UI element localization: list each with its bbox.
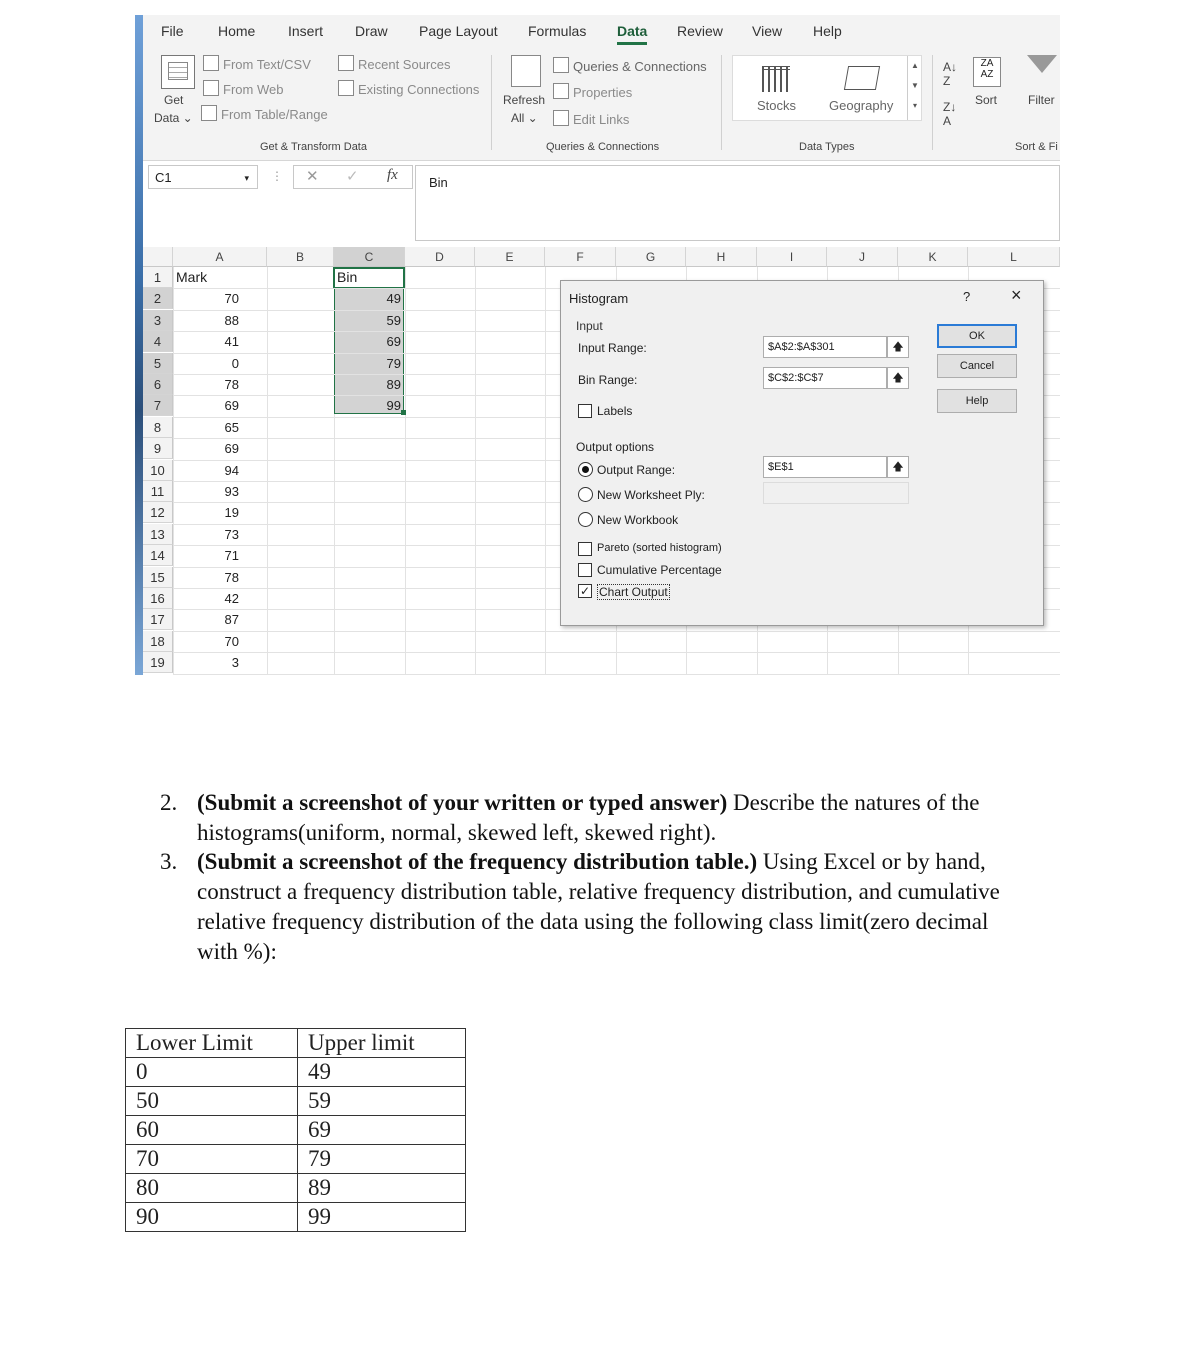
tab-view[interactable]: View bbox=[752, 23, 783, 39]
excel-window bbox=[143, 15, 1060, 675]
cell-a[interactable]: 94 bbox=[224, 462, 239, 478]
help-button[interactable]: Help bbox=[937, 389, 1017, 413]
table-header-row bbox=[126, 1029, 466, 1058]
gallery-scroll[interactable]: ▲ ▼ ▾ bbox=[907, 56, 922, 120]
chart-output-checkbox[interactable]: ✓ bbox=[579, 584, 591, 598]
question-2-bold: (Submit a screenshot of your written or typed answer) bbox=[197, 790, 728, 815]
tab-page-layout[interactable]: Page Layout bbox=[419, 23, 498, 39]
close-icon[interactable]: × bbox=[1011, 285, 1022, 305]
question-2-text bbox=[197, 788, 980, 818]
help-icon[interactable]: ? bbox=[963, 289, 971, 304]
column-header-c[interactable]: C bbox=[334, 247, 405, 267]
cell-a[interactable]: Mark bbox=[176, 269, 208, 285]
cell-c[interactable]: 49 bbox=[386, 291, 401, 307]
cell-c[interactable]: 99 bbox=[386, 398, 401, 414]
tab-home[interactable]: Home bbox=[218, 23, 256, 39]
row-header[interactable]: 4 bbox=[143, 331, 173, 352]
insert-function-icon[interactable]: fx bbox=[387, 167, 398, 183]
bin-range-field[interactable]: $C$2:$C$7 bbox=[763, 367, 887, 389]
column-header-l[interactable]: L bbox=[968, 247, 1060, 267]
column-header-d[interactable]: D bbox=[405, 247, 475, 267]
cell-a[interactable]: 0 bbox=[231, 355, 239, 371]
new-worksheet-radio[interactable] bbox=[578, 487, 593, 502]
tab-draw[interactable]: Draw bbox=[355, 23, 388, 39]
table-icon bbox=[201, 105, 217, 121]
grid-column-line bbox=[545, 267, 546, 675]
row-header[interactable]: 18 bbox=[143, 631, 173, 652]
ribbon bbox=[143, 15, 1060, 161]
lower-limit-cell: 50 bbox=[126, 1087, 298, 1116]
row-header[interactable]: 14 bbox=[143, 545, 173, 566]
tab-file[interactable]: File bbox=[161, 23, 184, 39]
text-file-icon bbox=[203, 55, 219, 71]
cancel-icon[interactable]: ✕ bbox=[306, 168, 319, 185]
cumulative-percentage-checkbox[interactable] bbox=[578, 563, 592, 577]
geography-button[interactable]: Geography bbox=[829, 98, 894, 113]
row-header[interactable]: 12 bbox=[143, 502, 173, 523]
question-3-line4: with %): bbox=[197, 939, 277, 964]
question-2-number: 2. bbox=[160, 790, 178, 815]
tab-insert[interactable]: Insert bbox=[288, 23, 324, 39]
upper-limit-cell: 99 bbox=[298, 1203, 466, 1232]
row-header[interactable]: 5 bbox=[143, 353, 173, 374]
cell-a[interactable]: 71 bbox=[224, 548, 239, 564]
queries-connections-button[interactable]: Queries & Connections bbox=[553, 57, 707, 74]
tab-formulas[interactable]: Formulas bbox=[528, 23, 587, 39]
cell-a[interactable]: 3 bbox=[231, 655, 239, 671]
input-range-field[interactable]: $A$2:$A$301 bbox=[763, 336, 887, 358]
ribbon-separator bbox=[491, 55, 492, 150]
row-header[interactable]: 2 bbox=[143, 288, 173, 309]
get-data-button[interactable]: Get bbox=[164, 93, 184, 107]
get-data-dropdown[interactable]: Data ⌄ bbox=[154, 111, 193, 125]
pareto-label: Pareto (sorted histogram) bbox=[597, 542, 722, 554]
question-2-rest: Describe the natures of the bbox=[727, 790, 980, 815]
cell-c[interactable]: 69 bbox=[386, 334, 401, 350]
row-header[interactable]: 16 bbox=[143, 588, 173, 609]
refresh-all-dropdown[interactable]: All ⌄ bbox=[511, 111, 538, 125]
upper-limit-cell: 79 bbox=[298, 1145, 466, 1174]
refresh-icon bbox=[511, 55, 541, 87]
cancel-button[interactable]: Cancel bbox=[937, 354, 1017, 378]
column-header-j[interactable]: J bbox=[827, 247, 898, 267]
get-data-icon bbox=[161, 55, 195, 89]
cell-a[interactable]: 78 bbox=[224, 377, 239, 392]
row-header[interactable]: 8 bbox=[143, 417, 173, 438]
formula-input[interactable]: Bin bbox=[415, 165, 1060, 241]
row-header[interactable]: 11 bbox=[143, 481, 173, 502]
table-row bbox=[126, 1145, 466, 1174]
sort-icon: ZA AZ bbox=[973, 57, 1001, 87]
new-worksheet-label: New Worksheet Ply: bbox=[597, 488, 705, 502]
lower-limit-cell: 80 bbox=[126, 1174, 298, 1203]
grid-row-line bbox=[173, 652, 1060, 653]
range-picker-icon[interactable]: 🡅 bbox=[887, 367, 909, 389]
input-range-label: Input Range: bbox=[578, 341, 647, 355]
cell-a[interactable]: 70 bbox=[224, 291, 239, 307]
column-header-k[interactable]: K bbox=[898, 247, 968, 267]
row-header[interactable]: 13 bbox=[143, 524, 173, 545]
properties-icon bbox=[553, 83, 569, 99]
tab-data[interactable]: Data bbox=[617, 23, 648, 39]
more-options-icon: ⋮ bbox=[271, 169, 283, 183]
upper-limit-cell: 49 bbox=[298, 1058, 466, 1087]
input-group-label: Input bbox=[576, 319, 603, 333]
lower-limit-cell: 70 bbox=[126, 1145, 298, 1174]
edit-links-button[interactable]: Edit Links bbox=[553, 110, 629, 127]
cell-a[interactable]: 65 bbox=[224, 419, 239, 435]
column-header-i[interactable]: I bbox=[757, 247, 827, 267]
row-header[interactable]: 15 bbox=[143, 567, 173, 588]
column-header-a[interactable]: A bbox=[173, 247, 267, 267]
filter-button[interactable]: Filter bbox=[1028, 93, 1055, 107]
column-header-e[interactable]: E bbox=[475, 247, 545, 267]
name-box[interactable]: C1 ▾ bbox=[148, 165, 258, 189]
grid-column-line bbox=[405, 267, 406, 675]
cell-a[interactable]: 73 bbox=[224, 526, 239, 542]
row-header[interactable]: 19 bbox=[143, 652, 173, 673]
upper-limit-cell: 69 bbox=[298, 1116, 466, 1145]
column-header-b[interactable]: B bbox=[267, 247, 334, 267]
cell-c[interactable]: 89 bbox=[386, 377, 401, 392]
question-3-text bbox=[197, 847, 986, 877]
upper-limit-cell: 89 bbox=[298, 1174, 466, 1203]
cell-a[interactable]: 78 bbox=[224, 569, 239, 585]
cell-c[interactable]: 59 bbox=[386, 312, 401, 328]
column-header-h[interactable]: H bbox=[686, 247, 757, 267]
tab-help[interactable]: Help bbox=[813, 23, 842, 39]
output-group-label: Output options bbox=[576, 440, 655, 454]
group-label-get-transform: Get & Transform Data bbox=[260, 141, 367, 153]
stocks-button[interactable]: Stocks bbox=[757, 98, 797, 113]
labels-checkbox[interactable] bbox=[578, 404, 592, 418]
formula-bar bbox=[143, 161, 1060, 247]
table-row bbox=[126, 1203, 466, 1232]
cell-c[interactable]: 79 bbox=[386, 355, 401, 371]
select-all-corner[interactable] bbox=[143, 247, 173, 267]
new-worksheet-field[interactable] bbox=[763, 482, 909, 504]
sort-ascending-icon[interactable]: A↓ Z bbox=[943, 60, 958, 88]
sort-button[interactable]: Sort bbox=[975, 93, 998, 107]
group-label-sort-filter: Sort & Fi bbox=[1015, 141, 1058, 153]
refresh-all-button[interactable]: Refresh bbox=[503, 93, 546, 107]
tab-review[interactable]: Review bbox=[677, 23, 723, 39]
map-icon bbox=[844, 66, 880, 90]
row-header[interactable]: 17 bbox=[143, 609, 173, 630]
group-label-data-types: Data Types bbox=[799, 141, 855, 153]
ribbon-separator bbox=[932, 55, 933, 150]
bin-range-label: Bin Range: bbox=[578, 373, 638, 387]
lower-limit-cell: 60 bbox=[126, 1116, 298, 1145]
cumulative-percentage-label: Cumulative Percentage bbox=[597, 563, 722, 577]
recent-sources-icon bbox=[338, 55, 354, 71]
properties-button[interactable]: Properties bbox=[553, 83, 632, 100]
group-label-queries: Queries & Connections bbox=[546, 141, 660, 153]
edit-links-icon bbox=[553, 110, 569, 126]
column-header-g[interactable]: G bbox=[616, 247, 686, 267]
dialog-title: Histogram bbox=[569, 291, 629, 306]
from-web-button[interactable]: From Web bbox=[203, 80, 283, 97]
connections-icon bbox=[338, 80, 354, 96]
new-workbook-radio[interactable] bbox=[578, 512, 593, 527]
grid-column-line bbox=[267, 267, 268, 675]
from-table-range-button[interactable]: From Table/Range bbox=[201, 105, 328, 122]
question-3-rest: Using Excel or by hand, bbox=[757, 849, 986, 874]
row-header[interactable]: 6 bbox=[143, 374, 173, 395]
row-header[interactable]: 3 bbox=[143, 310, 173, 331]
table-row bbox=[126, 1087, 466, 1116]
cell-a[interactable]: 69 bbox=[224, 398, 239, 414]
pareto-checkbox[interactable] bbox=[578, 542, 592, 556]
labels-label: Labels bbox=[597, 404, 633, 418]
queries-icon bbox=[553, 57, 569, 73]
ribbon-separator bbox=[721, 55, 722, 150]
existing-connections-button[interactable]: Existing Connections bbox=[338, 80, 479, 97]
question-3-number: 3. bbox=[160, 849, 178, 874]
sort-descending-icon[interactable]: Z↓ A bbox=[943, 100, 957, 128]
cell-a[interactable]: 88 bbox=[224, 312, 239, 328]
column-header-f[interactable]: F bbox=[545, 247, 616, 267]
chevron-down-icon[interactable]: ▾ bbox=[244, 173, 249, 183]
grid-column-line bbox=[475, 267, 476, 675]
ok-button[interactable]: OK bbox=[937, 324, 1017, 348]
fill-handle[interactable] bbox=[401, 410, 406, 415]
range-picker-icon[interactable]: 🡅 bbox=[887, 336, 909, 358]
table-row bbox=[126, 1058, 466, 1087]
upper-limit-cell: 59 bbox=[298, 1087, 466, 1116]
lower-limit-cell: 0 bbox=[126, 1058, 298, 1087]
filter-icon bbox=[1027, 55, 1057, 73]
new-workbook-label: New Workbook bbox=[597, 513, 679, 527]
row-header[interactable]: 7 bbox=[143, 395, 173, 416]
recent-sources-button[interactable]: Recent Sources bbox=[338, 55, 451, 72]
range-picker-icon[interactable]: 🡅 bbox=[887, 456, 909, 478]
output-range-label: Output Range: bbox=[597, 463, 676, 477]
desktop-background-strip bbox=[135, 15, 143, 675]
class-limit-table bbox=[125, 1028, 466, 1232]
formula-buttons bbox=[293, 165, 413, 189]
bank-icon bbox=[762, 66, 790, 92]
cell-a[interactable]: 69 bbox=[224, 441, 239, 457]
cell-a[interactable]: 19 bbox=[224, 505, 239, 521]
enter-icon[interactable]: ✓ bbox=[346, 168, 359, 185]
table-row bbox=[126, 1116, 466, 1145]
header-lower-limit: Lower Limit bbox=[126, 1029, 298, 1058]
question-2-line2: histograms(uniform, normal, skewed left, skewed right). bbox=[197, 820, 717, 845]
cell-a[interactable]: 70 bbox=[224, 633, 239, 649]
web-icon bbox=[203, 80, 219, 96]
data-types-gallery bbox=[732, 55, 922, 121]
question-3-line3: relative frequency distribution of the data using the following class limit(zero decimal bbox=[197, 909, 989, 934]
histogram-dialog bbox=[560, 280, 1044, 626]
cell-a[interactable]: 42 bbox=[224, 591, 239, 606]
chart-output-label: Chart Output bbox=[599, 585, 668, 599]
row-header[interactable]: 1 bbox=[143, 267, 173, 288]
cell-a[interactable]: 87 bbox=[224, 612, 239, 628]
cell-c[interactable]: Bin bbox=[337, 269, 358, 285]
row-header[interactable]: 10 bbox=[143, 460, 173, 481]
output-range-field[interactable]: $E$1 bbox=[763, 456, 887, 478]
question-3-bold: (Submit a screenshot of the frequency distribution table.) bbox=[197, 849, 758, 874]
cell-a[interactable]: 41 bbox=[224, 334, 239, 350]
cell-a[interactable]: 93 bbox=[224, 484, 239, 499]
grid-row-line bbox=[173, 674, 1060, 675]
row-header[interactable]: 9 bbox=[143, 438, 173, 459]
table-row bbox=[126, 1174, 466, 1203]
grid-row-line bbox=[173, 631, 1060, 632]
from-text-csv-button[interactable]: From Text/CSV bbox=[203, 55, 311, 72]
output-range-radio[interactable] bbox=[578, 462, 593, 477]
question-3-line2: construct a frequency distribution table, relative frequency distribution, and cumulative bbox=[197, 879, 1000, 904]
lower-limit-cell: 90 bbox=[126, 1203, 298, 1232]
header-upper-limit: Upper limit bbox=[298, 1029, 466, 1058]
